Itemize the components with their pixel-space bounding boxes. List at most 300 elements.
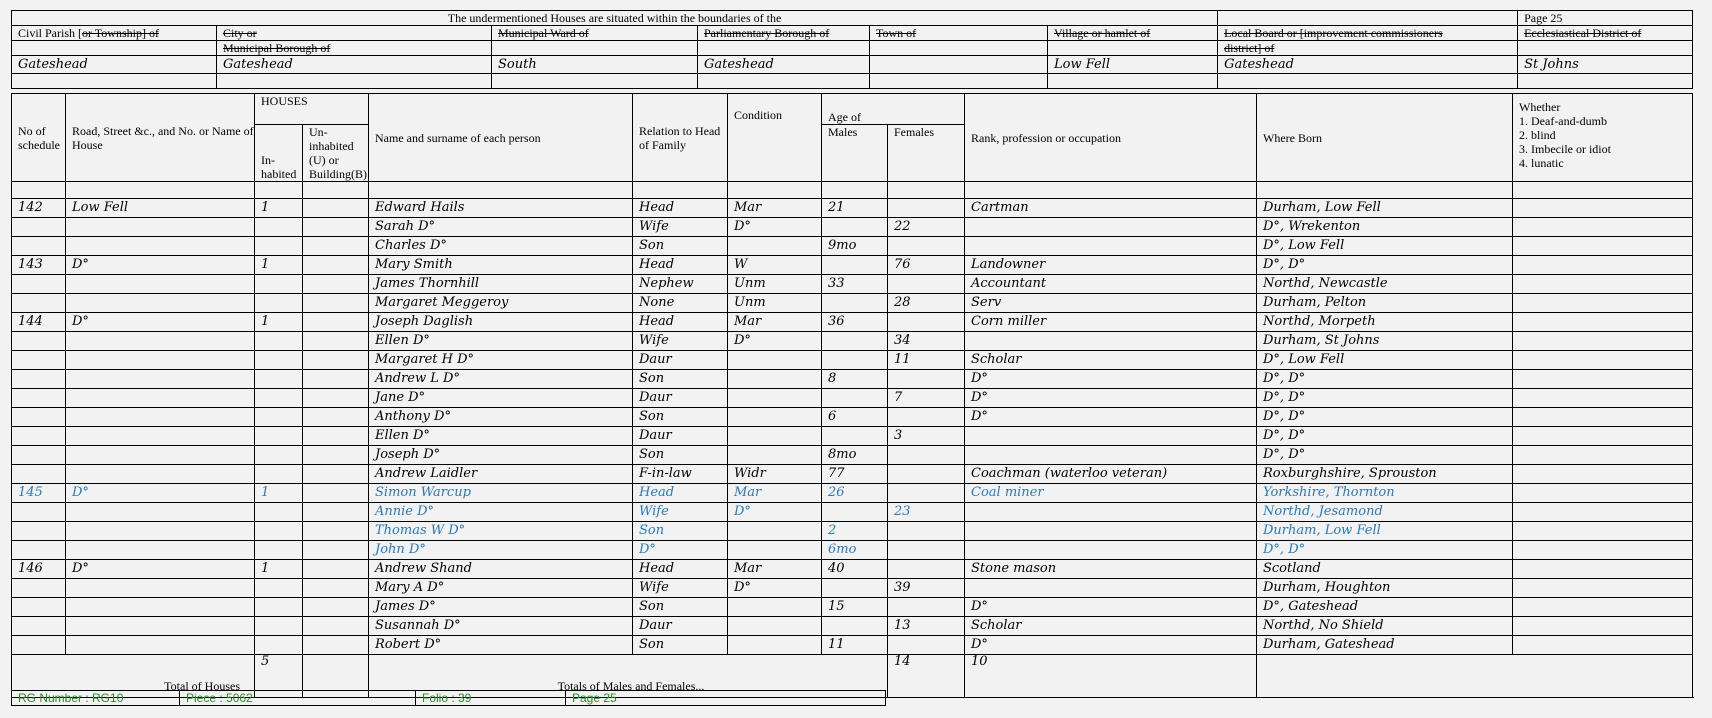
cell-sched [12,294,66,313]
cell-born: Northd, No Shield [1257,617,1513,636]
cell-m: 8 [822,370,888,389]
area-label-line2 [492,41,698,56]
cell-inh [255,465,303,484]
cell-occ: D° [965,598,1257,617]
cell-empty [1513,218,1693,237]
total-males-value: 14 [888,655,965,698]
cell-name: Anthony D° [369,408,633,427]
cell-cond [728,408,822,427]
cell-m: 21 [822,199,888,218]
cell-f [888,522,965,541]
cell-empty [303,598,369,617]
cell-empty [1513,294,1693,313]
cell-f: 39 [888,579,965,598]
cell-road [66,579,255,598]
cell-road [66,370,255,389]
cell-road [66,617,255,636]
cell-born: D°, D° [1257,389,1513,408]
cell-empty [303,522,369,541]
cell-f [888,313,965,332]
total-houses-label: Total of Houses [12,655,255,698]
cell-sched [12,617,66,636]
cell-road [66,389,255,408]
area-label-text: Civil Parish [ [18,26,83,40]
table-row [12,617,1693,636]
cell-road: D° [66,484,255,503]
cell-occ [965,332,1257,351]
cell-sched [12,446,66,465]
table-row [12,294,1693,313]
table-row [12,351,1693,370]
area-spacer [1218,74,1518,89]
cell-inh: 1 [255,484,303,503]
area-spacer [1048,74,1218,89]
cell-m [822,617,888,636]
cell-f [888,598,965,617]
cell-inh [255,218,303,237]
table-row [12,199,1693,218]
table-row [12,503,1693,522]
cell-name: Joseph D° [369,446,633,465]
area-label-struck: Parliamentary Borough of [704,26,830,40]
cell-empty [1513,446,1693,465]
cell-cond: Mar [728,313,822,332]
cell-occ: Scholar [965,351,1257,370]
cell-road [66,503,255,522]
cell-born: D°, D° [1257,256,1513,275]
cell-empty [303,560,369,579]
area-value: South [492,56,698,74]
cell-inh [255,503,303,522]
cell-inh [255,579,303,598]
cell-born: D°, Low Fell [1257,351,1513,370]
cell-born: Durham, St Johns [1257,332,1513,351]
cell-empty [1513,256,1693,275]
cell-road: D° [66,313,255,332]
cell-born: Northd, Jesamond [1257,503,1513,522]
cell-f: 7 [888,389,965,408]
cell-empty [1513,617,1693,636]
cell-empty [303,218,369,237]
cell-occ [965,446,1257,465]
cell-m: 8mo [822,446,888,465]
cell-sched [12,579,66,598]
cell-sched: 144 [12,313,66,332]
table-row [12,579,1693,598]
area-label [217,26,492,41]
cell-road [66,237,255,256]
cell-name: Mary A D° [369,579,633,598]
cell-sched [12,427,66,446]
piece-number: Piece : 5062 [180,691,416,706]
cell-inh: 1 [255,256,303,275]
cell-rel: Son [633,522,728,541]
cell-sched [12,389,66,408]
cell-rel: Head [633,560,728,579]
cell-born: Durham, Low Fell [1257,522,1513,541]
cell-inh [255,275,303,294]
cell-name: Jane D° [369,389,633,408]
cell-rel: D° [633,541,728,560]
cell-cond: Mar [728,560,822,579]
cell-empty [303,199,369,218]
area-label-line2 [870,41,1048,56]
cell-sched [12,503,66,522]
cell-empty [1513,560,1693,579]
cell-road: D° [66,256,255,275]
col-males: Males [822,125,888,182]
cell-inh [255,370,303,389]
cell-empty [1513,484,1693,503]
col-age-of: Age of [822,94,965,125]
cell-name: Margaret H D° [369,351,633,370]
table-row [12,408,1693,427]
cell-rel: Daur [633,427,728,446]
cell-f [888,446,965,465]
cell-road [66,351,255,370]
cell-f: 22 [888,218,965,237]
cell-rel: Head [633,256,728,275]
cell-name: James Thornhill [369,275,633,294]
cell-road [66,541,255,560]
cell-m [822,427,888,446]
cell-cond [728,446,822,465]
cell-m: 2 [822,522,888,541]
table-row [12,332,1693,351]
cell-name: Andrew Shand [369,560,633,579]
schedule-table [11,93,1693,698]
area-spacer [698,74,870,89]
col-houses: HOUSES [255,94,369,125]
table-row [12,465,1693,484]
area-label-struck: Ecclesiastical District of [1524,26,1642,40]
cell-name: James D° [369,598,633,617]
cell-m: 26 [822,484,888,503]
cell-occ: Serv [965,294,1257,313]
area-spacer [1518,74,1693,89]
area-label-struck: Municipal Ward of [498,26,589,40]
cell-born: Northd, Newcastle [1257,275,1513,294]
cell-empty [303,484,369,503]
table-row [12,370,1693,389]
cell-empty [303,636,369,655]
cell-empty [303,465,369,484]
cell-empty [1513,275,1693,294]
cell-cond: Unm [728,294,822,313]
cell-occ [965,503,1257,522]
cell-rel: Daur [633,351,728,370]
cell-occ: D° [965,389,1257,408]
cell-rel: None [633,294,728,313]
cell-born: Northd, Morpeth [1257,313,1513,332]
cell-f [888,199,965,218]
boundaries-table [11,10,1693,89]
whether-item: 1. Deaf-and-dumb [1519,114,1607,128]
area-label-line2 [698,41,870,56]
cell-cond [728,351,822,370]
cell-f: 34 [888,332,965,351]
cell-cond: D° [728,503,822,522]
table-row [12,237,1693,256]
cell-cond [728,237,822,256]
cell-occ: Accountant [965,275,1257,294]
cell-m: 6mo [822,541,888,560]
cell-empty [303,541,369,560]
area-value: Low Fell [1048,56,1218,74]
cell-inh [255,294,303,313]
cell-f [888,541,965,560]
cell-born: Durham, Gateshead [1257,636,1513,655]
cell-inh [255,351,303,370]
cell-inh [255,636,303,655]
cell-f [888,237,965,256]
cell-occ: Coal miner [965,484,1257,503]
col-uninhabited: Un-inhabited (U) or Building(B) [303,125,369,182]
cell-occ: Corn miller [965,313,1257,332]
cell-cond: W [728,256,822,275]
cell-occ: D° [965,370,1257,389]
cell-empty [1513,465,1693,484]
cell-name: Edward Hails [369,199,633,218]
rg-number: RG Number : RG10 [12,691,180,706]
cell-road: Low Fell [66,199,255,218]
cell-road [66,598,255,617]
cell-name: Robert D° [369,636,633,655]
area-label-line2 [12,41,217,56]
cell-name: Andrew L D° [369,370,633,389]
cell-sched [12,636,66,655]
cell-cond: D° [728,218,822,237]
area-label-struck: Village or hamlet of [1054,26,1151,40]
cell-f: 23 [888,503,965,522]
cell-rel: Head [633,484,728,503]
area-label [492,26,698,41]
cell-sched [12,218,66,237]
area-spacer [870,74,1048,89]
cell-occ: Coachman (waterloo veteran) [965,465,1257,484]
table-row [12,427,1693,446]
cell-empty [303,370,369,389]
area-label-struck: Town of [876,26,917,40]
cell-m [822,351,888,370]
cell-empty [303,617,369,636]
table-row [12,560,1693,579]
cell-sched [12,541,66,560]
cell-rel: Son [633,636,728,655]
cell-empty [303,389,369,408]
cell-empty [303,237,369,256]
cell-f: 76 [888,256,965,275]
whether-item: 4. lunatic [1519,156,1564,170]
area-value: Gateshead [698,56,870,74]
cell-sched [12,332,66,351]
table-row [12,256,1693,275]
cell-rel: Son [633,446,728,465]
cell-inh [255,522,303,541]
cell-occ [965,541,1257,560]
cell-rel: Son [633,408,728,427]
area-value: Gateshead [217,56,492,74]
area-value: Gateshead [1218,56,1518,74]
table-row [12,389,1693,408]
cell-road [66,446,255,465]
cell-inh: 1 [255,313,303,332]
cell-name: Simon Warcup [369,484,633,503]
cell-cond: Mar [728,199,822,218]
cell-empty [303,256,369,275]
cell-road [66,408,255,427]
area-label-line2 [1218,41,1518,56]
cell-m: 36 [822,313,888,332]
cell-empty [1513,389,1693,408]
page-label: Page 25 [1518,11,1693,26]
area-value [870,56,1048,74]
cell-empty [303,408,369,427]
cell-sched [12,275,66,294]
cell-m [822,503,888,522]
cell-sched [12,351,66,370]
cell-f [888,636,965,655]
cell-born: D°, Low Fell [1257,237,1513,256]
cell-empty [303,351,369,370]
cell-rel: Son [633,237,728,256]
cell-occ [965,218,1257,237]
cell-born: D°, D° [1257,370,1513,389]
cell-empty [1513,503,1693,522]
cell-born: Yorkshire, Thornton [1257,484,1513,503]
cell-inh [255,617,303,636]
area-spacer [492,74,698,89]
table-row [12,598,1693,617]
page-number: Page 25 [566,691,886,706]
folio-number: Folio : 39 [416,691,566,706]
cell-m [822,389,888,408]
cell-empty [1513,522,1693,541]
cell-road [66,218,255,237]
cell-inh [255,598,303,617]
cell-road [66,294,255,313]
cell-rel: Son [633,598,728,617]
cell-m: 6 [822,408,888,427]
cell-inh [255,427,303,446]
cell-m: 77 [822,465,888,484]
area-value: Gateshead [12,56,217,74]
area-spacer [12,74,217,89]
cell-born: Roxburghshire, Sprouston [1257,465,1513,484]
cell-inh: 1 [255,199,303,218]
whether-label: Whether [1519,100,1561,114]
cell-cond [728,598,822,617]
cell-inh [255,237,303,256]
cell-m: 15 [822,598,888,617]
cell-sched [12,370,66,389]
cell-cond: Unm [728,275,822,294]
cell-m: 33 [822,275,888,294]
cell-name: Sarah D° [369,218,633,237]
cell-name: Margaret Meggeroy [369,294,633,313]
whether-item: 3. Imbecile or idiot [1519,142,1611,156]
cell-rel: Daur [633,617,728,636]
area-label-line2-text: Municipal Borough of [223,41,331,55]
col-females: Females [888,125,965,182]
whether-item: 2. blind [1519,128,1556,142]
area-label-line2 [1518,41,1693,56]
cell-occ: D° [965,408,1257,427]
cell-m [822,256,888,275]
cell-inh [255,446,303,465]
cell-empty [1513,541,1693,560]
table-row [12,636,1693,655]
total-persons-label: Totals of Males and Females... [369,655,888,698]
cell-sched [12,522,66,541]
cell-cond [728,541,822,560]
area-label [1218,26,1518,41]
cell-empty [1513,598,1693,617]
area-label-struck: or Township] of [82,26,159,40]
cell-name: Annie D° [369,503,633,522]
cell-m [822,218,888,237]
cell-rel: Head [633,313,728,332]
total-houses-value: 5 [255,655,303,698]
cell-rel: Nephew [633,275,728,294]
cell-empty [1513,427,1693,446]
table-row [12,218,1693,237]
cell-sched [12,408,66,427]
cell-rel: Wife [633,218,728,237]
cell-road [66,636,255,655]
cell-cond [728,636,822,655]
blank-row [12,182,1693,199]
cell-f: 13 [888,617,965,636]
cell-f [888,408,965,427]
cell-sched [12,465,66,484]
cell-rel: Head [633,199,728,218]
cell-cond [728,427,822,446]
cell-empty [303,503,369,522]
cell-cond: D° [728,332,822,351]
cell-f [888,275,965,294]
cell-road [66,275,255,294]
cell-inh: 1 [255,560,303,579]
col-inhabited: In-habited [255,125,303,182]
area-label [12,26,217,41]
cell-rel: Daur [633,389,728,408]
cell-occ [965,427,1257,446]
cell-occ: Landowner [965,256,1257,275]
cell-road [66,465,255,484]
cell-born: Durham, Houghton [1257,579,1513,598]
col-name: Name and surname of each person [369,94,633,182]
cell-cond: D° [728,579,822,598]
cell-name: Mary Smith [369,256,633,275]
cell-occ [965,579,1257,598]
area-label-struck: Local Board or [improvement commissioners [1224,26,1443,40]
cell-born: D°, D° [1257,427,1513,446]
col-occupation: Rank, profession or occupation [965,94,1257,182]
cell-rel: Wife [633,579,728,598]
cell-cond [728,370,822,389]
cell-sched: 142 [12,199,66,218]
cell-sched [12,598,66,617]
cell-f [888,465,965,484]
table-row [12,541,1693,560]
cell-sched: 146 [12,560,66,579]
cell-road: D° [66,560,255,579]
cell-born: D°, D° [1257,541,1513,560]
cell-empty [303,579,369,598]
cell-born: D°, D° [1257,408,1513,427]
cell-occ: Cartman [965,199,1257,218]
